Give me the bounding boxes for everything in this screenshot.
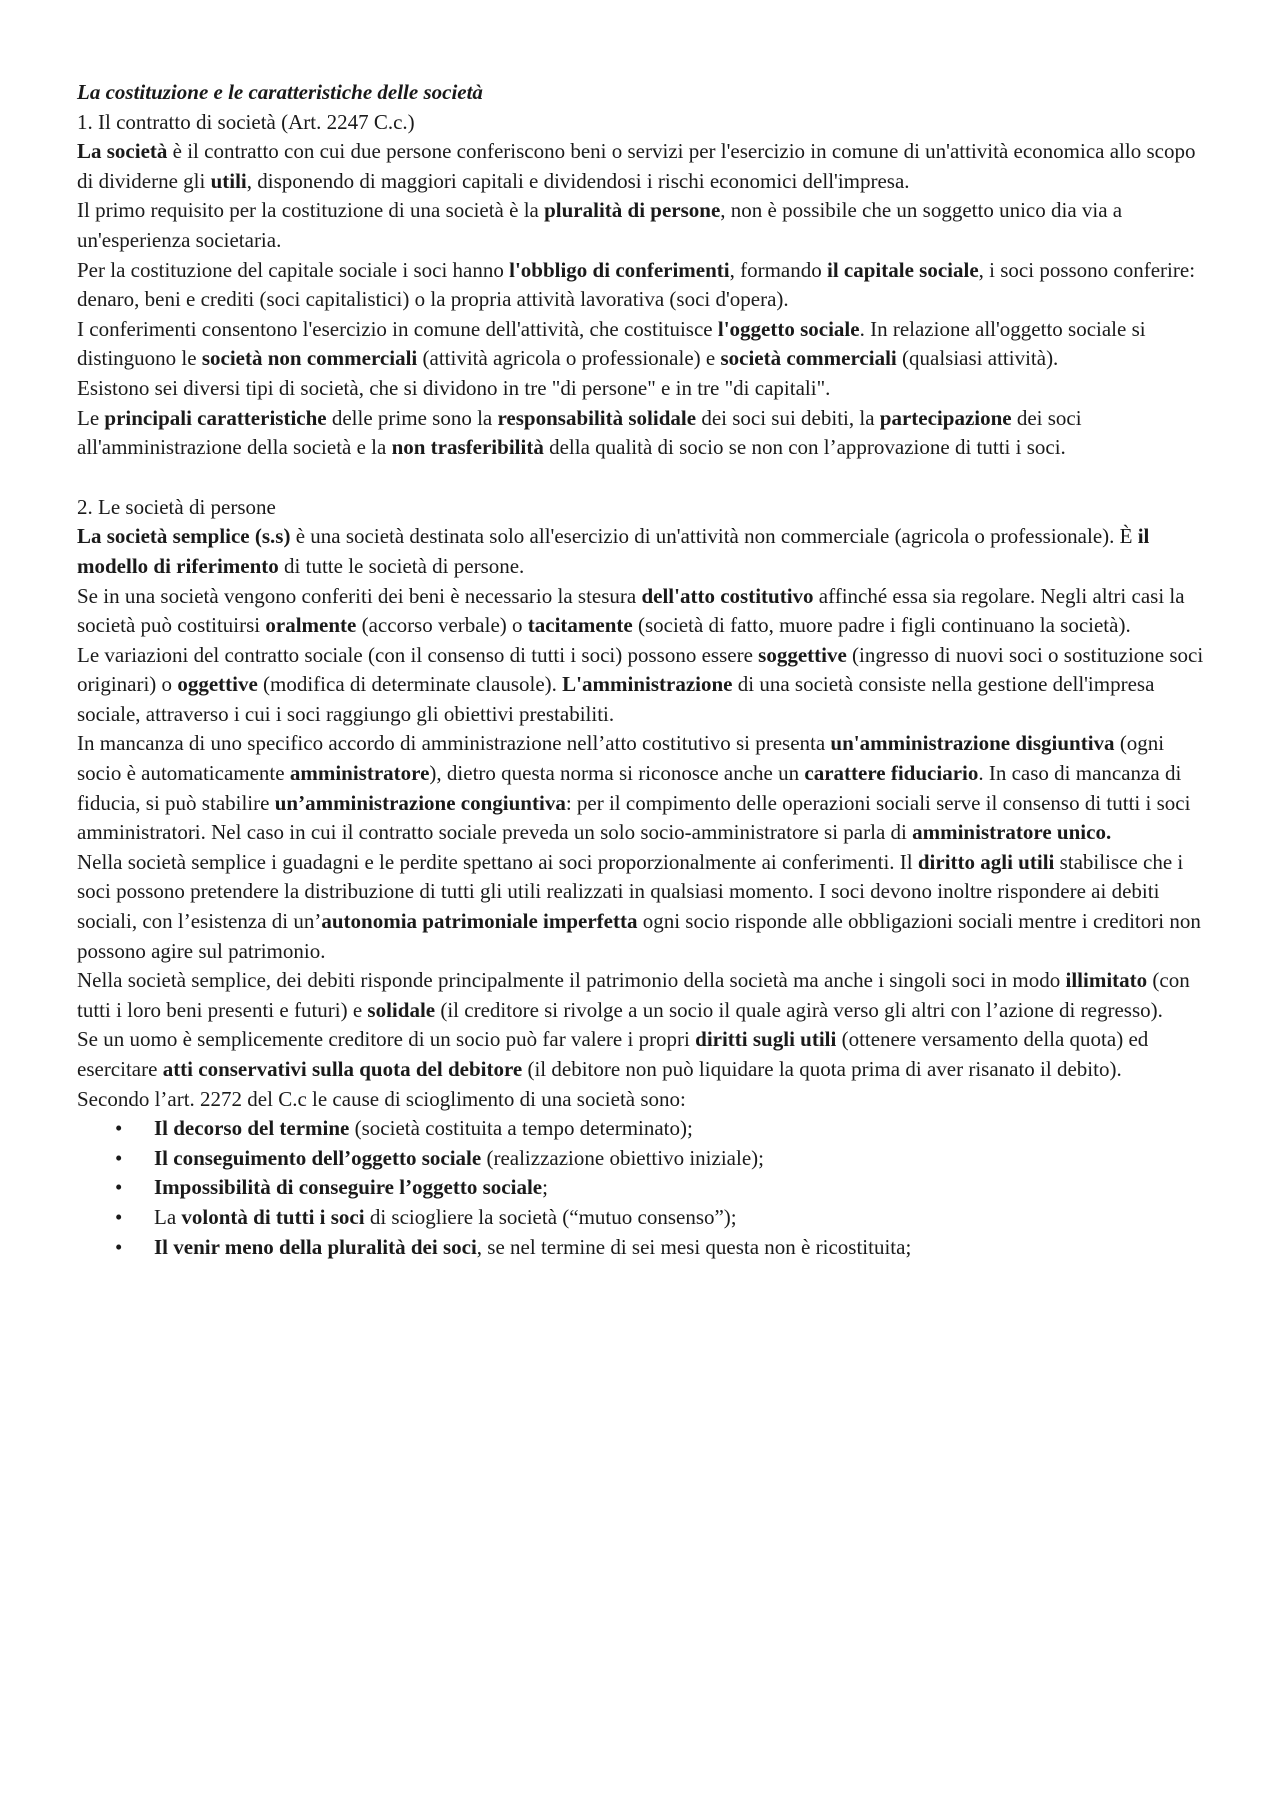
text-run: , formando bbox=[729, 257, 828, 282]
bold-term: illimitato bbox=[1065, 968, 1148, 993]
text-run: (ogni socio è automaticamente bbox=[77, 731, 1165, 786]
text-run: La bbox=[154, 1204, 182, 1229]
paragraph bbox=[77, 641, 1208, 730]
text-run: è una società destinata solo all'esercizio di un'attività non commerciale (agricola o professionale). È bbox=[290, 524, 1138, 549]
text-run: , i soci possono conferire: denaro, beni e crediti (soci capitalistici) o la propria attività lavorativa (soci d'opera). bbox=[77, 257, 1196, 312]
document-title: La costituzione e le caratteristiche delle società bbox=[77, 80, 483, 104]
bold-term: un’amministrazione congiuntiva bbox=[274, 790, 566, 815]
bold-term: Impossibilità di conseguire l’oggetto sociale bbox=[154, 1175, 543, 1200]
text-run: Esistono sei diversi tipi di società, che si dividono in tre "di persone" e in tre "di capitali". bbox=[77, 375, 831, 400]
text-run: (società costituita a tempo determinato); bbox=[349, 1116, 693, 1141]
section-spacer bbox=[77, 463, 1208, 493]
text-run: della qualità di socio se non con l’approvazione di tutti i soci. bbox=[543, 435, 1066, 460]
paragraph bbox=[77, 315, 1208, 374]
text-run: Secondo l’art. 2272 del C.c le cause di scioglimento di una società sono: bbox=[77, 1086, 686, 1111]
text-run: dei soci sui debiti, la bbox=[696, 405, 880, 430]
bold-term: La società semplice (s.s) bbox=[77, 524, 291, 549]
text-run: ogni socio risponde alle obbligazioni sociali mentre i creditori non possono agire sul patrimonio. bbox=[77, 909, 1201, 963]
paragraph bbox=[77, 137, 1208, 196]
paragraph bbox=[77, 1085, 1208, 1115]
bold-term: autonomia patrimoniale imperfetta bbox=[321, 909, 638, 934]
text-run: (società di fatto, muore padre i figli continuano la società). bbox=[632, 613, 1131, 638]
text-run: (il creditore si rivolge a un socio il quale agirà verso gli altri con l’azione di regresso). bbox=[435, 997, 1163, 1022]
bold-term: solidale bbox=[367, 997, 436, 1022]
bold-term: tacitamente bbox=[527, 613, 633, 638]
bold-term: L'amministrazione bbox=[562, 672, 733, 697]
bold-term: diritto agli utili bbox=[917, 849, 1055, 874]
text-run: Per la costituzione del capitale sociale i soci hanno bbox=[77, 257, 510, 282]
text-run: Le variazioni del contratto sociale (con il consenso di tutti i soci) possono essere bbox=[77, 642, 759, 667]
text-run: di sciogliere la società (“mutuo consenso”); bbox=[364, 1204, 737, 1229]
bold-term: Il conseguimento dell’oggetto sociale bbox=[154, 1145, 482, 1170]
bold-term: non trasferibilità bbox=[391, 435, 544, 460]
text-run: è il contratto con cui due persone conferiscono beni o servizi per l'esercizio in comune di un'attività economica allo scopo di dividerne gli bbox=[77, 139, 1196, 193]
paragraph bbox=[77, 522, 1208, 581]
text-run: Nella società semplice i guadagni e le perdite spettano ai soci proporzionalmente ai conferimenti. Il bbox=[77, 849, 918, 874]
bold-term: il modello di riferimento bbox=[77, 524, 1150, 578]
bold-term: società non commerciali bbox=[201, 346, 418, 371]
bold-term: soggettive bbox=[758, 642, 847, 667]
paragraph bbox=[77, 1025, 1208, 1084]
bold-term: l'oggetto sociale bbox=[717, 316, 860, 341]
section-1-heading: 1. Il contratto di società (Art. 2247 C.c.) bbox=[77, 109, 415, 134]
text-run: (ottenere versamento della quota) ed esercitare bbox=[77, 1027, 1149, 1081]
text-run: di tutte le società di persone. bbox=[278, 553, 525, 578]
bold-term: responsabilità solidale bbox=[497, 405, 697, 430]
text-run: stabilisce che i soci possono pretendere la distribuzione di tutti gli utili realizzati in qualsiasi momento. I soci devono inoltre rispondere ai debiti sociali, con l’esistenza di un’ bbox=[77, 849, 1184, 934]
bold-term: l'obbligo di conferimenti bbox=[509, 257, 730, 282]
text-run: (il debitore non può liquidare la quota prima di aver risanato il debito). bbox=[522, 1057, 1122, 1081]
list-item bbox=[77, 1144, 1208, 1174]
list-item bbox=[77, 1173, 1208, 1203]
text-run: Se un uomo è semplicemente creditore di un socio può far valere i propri bbox=[77, 1027, 696, 1052]
list-item bbox=[77, 1203, 1208, 1233]
text-run: (realizzazione obiettivo iniziale); bbox=[481, 1145, 764, 1170]
text-run: (attività agricola o professionale) e bbox=[417, 346, 721, 371]
paragraph bbox=[77, 582, 1208, 641]
text-run: ; bbox=[542, 1175, 548, 1200]
bold-term: carattere fiduciario bbox=[804, 761, 979, 786]
bold-term: partecipazione bbox=[879, 405, 1012, 430]
bold-term: Il decorso del termine bbox=[154, 1116, 350, 1141]
text-run: Se in una società vengono conferiti dei beni è necessario la stesura bbox=[77, 583, 642, 608]
bold-term: Il venir meno della pluralità dei soci bbox=[154, 1234, 477, 1259]
dissolution-causes-list bbox=[77, 1114, 1208, 1262]
paragraph bbox=[77, 256, 1208, 315]
text-run: , non è possibile che un soggetto unico dia via a un'esperienza societaria. bbox=[77, 198, 1123, 252]
bold-term: diritti sugli utili bbox=[695, 1027, 837, 1052]
text-run: , disponendo di maggiori capitali e dividendosi i rischi economici dell'impresa. bbox=[246, 168, 910, 193]
bold-term: il capitale sociale bbox=[827, 257, 979, 282]
text-run: (con tutti i loro beni presenti e futuri) e bbox=[77, 968, 1190, 1022]
text-run: : per il compimento delle operazioni sociali serve il consenso di tutti i soci amministratori. Nel caso in cui il contratto sociale preveda un solo socio-amministratore si parla di bbox=[77, 790, 1191, 845]
text-run: Nella società semplice, dei debiti risponde principalmente il patrimonio della società ma anche i singoli soci in modo bbox=[77, 968, 1066, 993]
text-run: ), dietro questa norma si riconosce anche un bbox=[429, 761, 805, 786]
bold-term: società commerciali bbox=[720, 346, 897, 371]
paragraph bbox=[77, 966, 1208, 1025]
text-run: Il primo requisito per la costituzione di una società è la bbox=[77, 198, 545, 223]
bold-term: oralmente bbox=[265, 613, 357, 638]
text-run: I conferimenti consentono l'esercizio in comune dell'attività, che costituisce bbox=[77, 316, 718, 341]
paragraph bbox=[77, 196, 1208, 255]
bold-term: oggettive bbox=[177, 672, 258, 697]
list-item bbox=[77, 1233, 1208, 1263]
text-run: affinché essa sia regolare. Negli altri casi la società può costituirsi bbox=[77, 583, 1185, 638]
section-2-body bbox=[77, 522, 1208, 1114]
bold-term: amministratore bbox=[289, 761, 430, 786]
text-run: di una società consiste nella gestione dell'impresa sociale, attraverso i cui i soci raggiungo gli obiettivi prestabiliti. bbox=[77, 672, 1155, 726]
text-run: . In relazione all'oggetto sociale si distinguono le bbox=[77, 316, 1146, 371]
list-item bbox=[77, 1114, 1208, 1144]
paragraph bbox=[77, 729, 1208, 847]
bold-term: atti conservativi sulla quota del debitore bbox=[162, 1057, 523, 1081]
bold-term: dell'atto costitutivo bbox=[641, 583, 814, 608]
text-run: (qualsiasi attività). bbox=[896, 346, 1059, 371]
paragraph bbox=[77, 374, 1208, 404]
text-run: (accorso verbale) o bbox=[356, 613, 528, 638]
text-run: (modifica di determinate clausole). bbox=[257, 672, 563, 697]
bold-term: un'amministrazione disgiuntiva bbox=[830, 731, 1115, 756]
text-run: In mancanza di uno specifico accordo di amministrazione nell’atto costitutivo si presenta bbox=[77, 731, 831, 756]
text-run: . In caso di mancanza di fiducia, si può stabilire bbox=[77, 761, 1182, 815]
text-run: , se nel termine di sei mesi questa non è ricostituita; bbox=[476, 1234, 912, 1259]
text-run: Le bbox=[77, 405, 105, 430]
paragraph bbox=[77, 848, 1208, 966]
bold-term: volontà di tutti i soci bbox=[181, 1204, 365, 1229]
bold-term: amministratore unico. bbox=[912, 820, 1112, 845]
section-2-heading: 2. Le società di persone bbox=[77, 494, 276, 519]
text-run: delle prime sono la bbox=[326, 405, 498, 430]
text-run: (ingresso di nuovi soci o sostituzione soci originari) o bbox=[77, 642, 1204, 697]
bold-term: utili bbox=[210, 168, 247, 193]
paragraph bbox=[77, 404, 1208, 463]
section-1-body bbox=[77, 137, 1208, 463]
text-run: dei soci all'amministrazione della società e la bbox=[77, 405, 1082, 460]
bold-term: principali caratteristiche bbox=[104, 405, 327, 430]
bold-term: pluralità di persone bbox=[544, 198, 721, 223]
bold-term: La società bbox=[77, 139, 168, 164]
